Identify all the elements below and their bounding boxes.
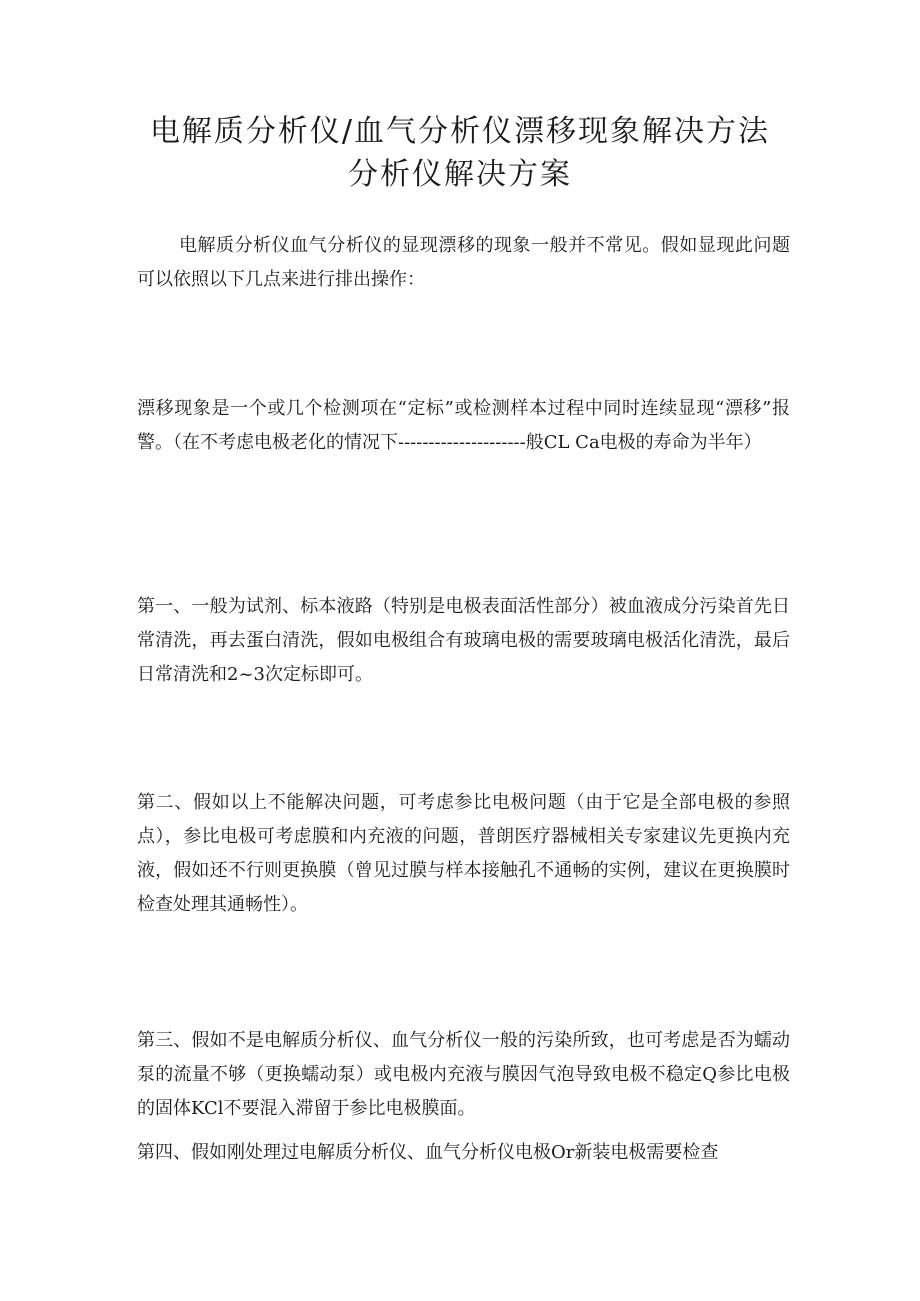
- document-title: 电解质分析仪/血气分析仪漂移现象解决方法: [149, 114, 771, 149]
- step-one-paragraph: 第一、一般为试剂、标本液路（特别是电极表面活性部分）被血液成分污染首先日常清洗，再去蛋白清洗，假如电极组合有玻璃电极的需要玻璃电极活化清洗，最后日常清洗和2~3次定标即可。: [137, 596, 790, 685]
- step-four-paragraph: 第四、假如刚处理过电解质分析仪、血气分析仪电极Or新装电极需要检查: [137, 1142, 719, 1163]
- step-three-paragraph: 第三、假如不是电解质分析仪、血气分析仪一般的污染所致，也可考虑是否为蠕动泵的流量不够（更换蠕动泵）或电极内充液与膜因气泡导致电极不稳定Q参比电极的固体KCl不要混入滞留于参比电极膜面。: [137, 1030, 790, 1119]
- intro-paragraph: 电解质分析仪血气分析仪的显现漂移的现象一般并不常见。假如显现此问题可以依照以下几点来进行排出操作：: [137, 235, 790, 290]
- document-subtitle: 分析仪解决方案: [348, 157, 572, 192]
- step-two-paragraph: 第二、假如以上不能解决问题，可考虑参比电极问题（由于它是全部电极的参照点），参比电极可考虑膜和内充液的问题，普朗医疗器械相关专家建议先更换内充液，假如还不行则更换膜（曾见过膜与样本接触孔不通畅的实例，建议在更换膜时检查处理其通畅性）。: [137, 792, 790, 915]
- drift-description-paragraph: 漂移现象是一个或几个检测项在“定标”或检测样本过程中同时连续显现“漂移”报警。（在不考虑电极老化的情况下---------------------般CL Ca电极的寿命为半年）: [137, 398, 790, 453]
